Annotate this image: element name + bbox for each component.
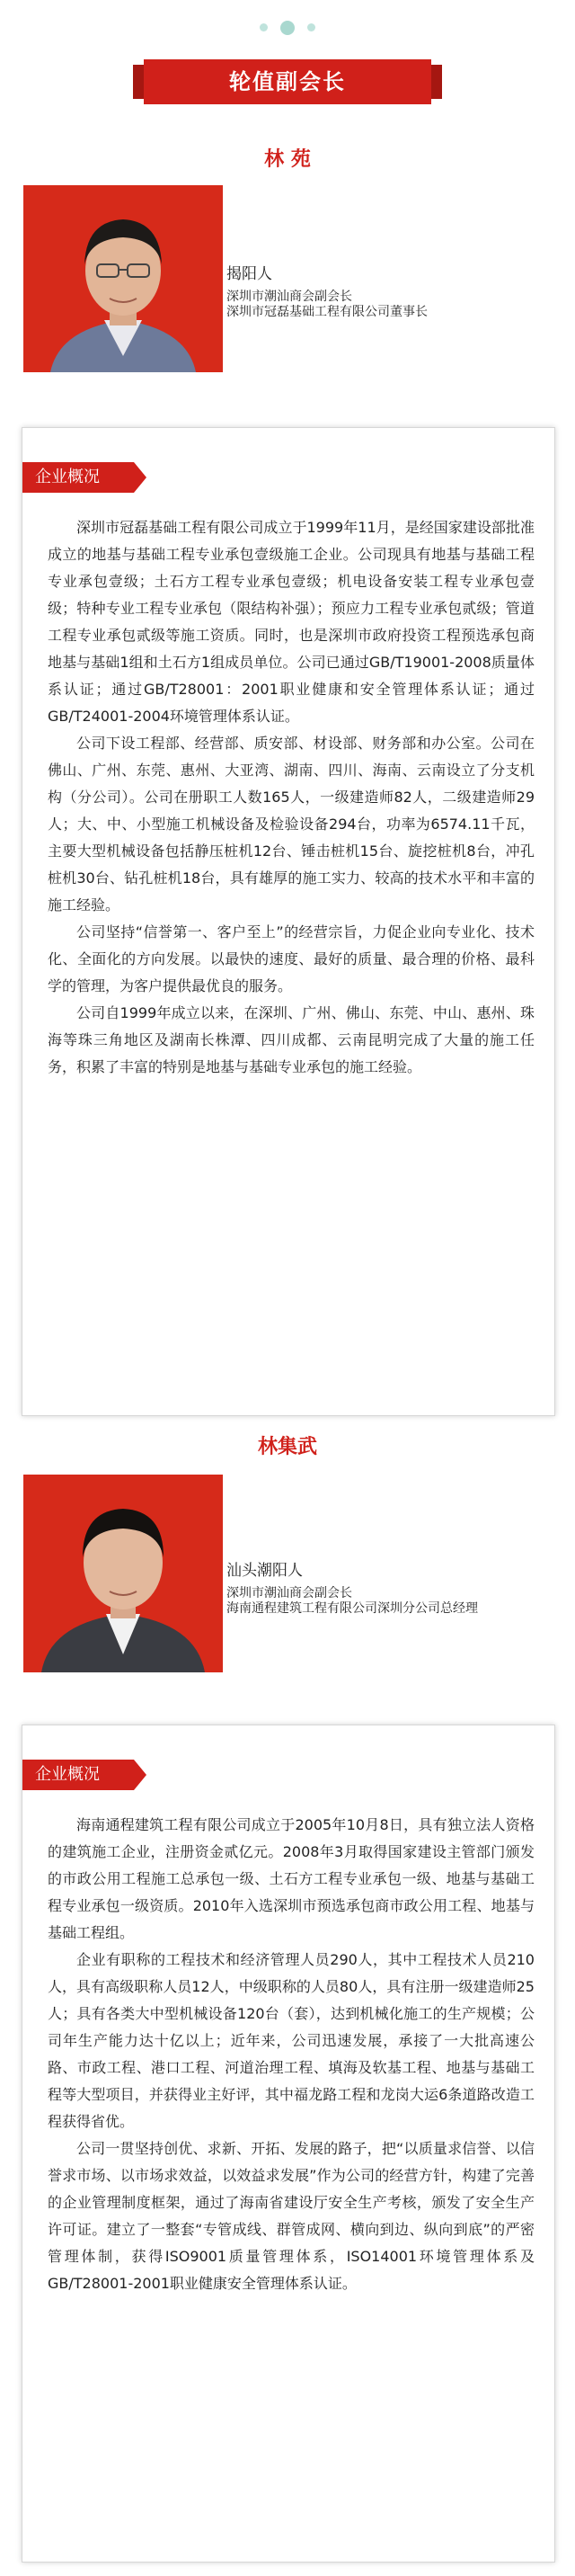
person-name: 林集武 — [257, 1436, 317, 1458]
person-role: 深圳市冠磊基础工程有限公司董事长 — [226, 305, 428, 319]
person-origin: 汕头潮阳人 — [226, 1562, 303, 1580]
section-tag: 企业概况 — [22, 1760, 134, 1790]
person-role: 深圳市潮汕商会副会长 — [226, 290, 352, 304]
section-tag: 企业概况 — [22, 462, 134, 493]
decor-dot — [260, 23, 268, 31]
profile-paragraph: 公司一贯坚持创优、求新、开拓、发展的路子，把“以质量求信誉、以信誉求市场、以市场求效益，以效益求发展”作为公司的经营方针，构建了完善的企业管理制度框架，通过了海南省建设厅安全生产考核，颁发了安全生产许可证。建立了一整套“专管成线、群管成网、横向到边、纵向到底”的严密管理体制，获得ISO9001质量管理体系，ISO14001环境管理体系及GB/T28001-2001职业健康安全管理体系认证。 — [48, 2140, 535, 2292]
person-photo — [23, 185, 223, 372]
company-profile-card — [22, 1725, 555, 2563]
person-role: 海南通程建筑工程有限公司深圳分公司总经理 — [226, 1601, 478, 1616]
company-profile-card — [22, 427, 555, 1416]
profile-paragraph: 公司下设工程部、经营部、质安部、材设部、财务部和办公室。公司在佛山、广州、东莞、惠州、大亚湾、湖南、四川、海南、云南设立了分支机构（分公司）。公司在册职工人数165人，一级建造师82人，二级建造师29人；大、中、小型施工机械设备及检验设备294台，功率为6574.11千瓦，主要大型机械设备包括静压桩机12台、锤击桩机15台、旋挖桩机8台，冲孔桩机30台、钻孔桩机18台，具有雄厚的施工实力、较高的技术水平和丰富的施工经验。 — [48, 735, 535, 914]
person-name: 林 苑 — [264, 148, 311, 171]
decor-dot — [307, 23, 315, 31]
decor-dot — [280, 21, 295, 35]
person-info — [226, 266, 557, 320]
profile-paragraph: 公司自1999年成立以来，在深圳、广州、佛山、东莞、中山、惠州、珠海等珠三角地区及湖南长株潭、四川成都、云南昆明完成了大量的施工任务，积累了丰富的特别是地基与基础专业承包的施工经验。 — [48, 1004, 535, 1075]
person-role: 深圳市潮汕商会副会长 — [226, 1586, 352, 1600]
person-photo — [23, 1475, 223, 1672]
title-banner — [144, 59, 431, 104]
header-dots — [0, 18, 575, 36]
person-info — [226, 1563, 557, 1617]
profile-paragraph: 公司坚持“信誉第一、客户至上”的经营宗旨，力促企业向专业化、技术化、全面化的方向发展。以最快的速度、最好的质量、最合理的价格、最科学的管理，为客户提供最优良的服务。 — [48, 923, 535, 994]
profile-text — [48, 514, 535, 1081]
person-origin: 揭阳人 — [226, 265, 272, 283]
profile-paragraph: 深圳市冠磊基础工程有限公司成立于1999年11月，是经国家建设部批准成立的地基与基础工程专业承包壹级施工企业。公司现具有地基与基础工程专业承包壹级；土石方工程专业承包壹级；机电设备安装工程专业承包壹级；特种专业工程专业承包（限结构补强）；预应力工程专业承包贰级；管道工程专业承包贰级等施工资质。同时，也是深圳市政府投资工程预选承包商地基与基础1组和土石方1组成员单位。公司已通过GB/T19001-2008质量体系认证；通过GB/T28001：2001职业健康和安全管理体系认证；通过GB/T24001-2004环境管理体系认证。 — [48, 519, 535, 725]
profile-text — [48, 1812, 535, 2297]
profile-paragraph: 企业有职称的工程技术和经济管理人员290人，其中工程技术人员210人，具有高级职称人员12人，中级职称的人员80人，具有注册一级建造师25人；具有各类大中型机械设备120台（套），达到机械化施工的生产规模；公司年生产能力达十亿以上；近年来，公司迅速发展，承接了一大批高速公路、市政工程、港口工程、河道治理工程、填海及软基工程、地基与基础工程等大型项目，并获得业主好评，其中福龙路工程和龙岗大运6条道路改造工程获得省优。 — [48, 1951, 535, 2130]
page-title: 轮值副会长 — [229, 69, 346, 94]
profile-paragraph: 海南通程建筑工程有限公司成立于2005年10月8日，具有独立法人资格的建筑施工企业，注册资金贰亿元。2008年3月取得国家建设主管部门颁发的市政公用工程施工总承包一级、土石方工程专业承包一级、地基与基础工程专业承包一级资质。2010年入选深圳市预选承包商市政公用工程、地基与基础工程组。 — [48, 1816, 535, 1941]
